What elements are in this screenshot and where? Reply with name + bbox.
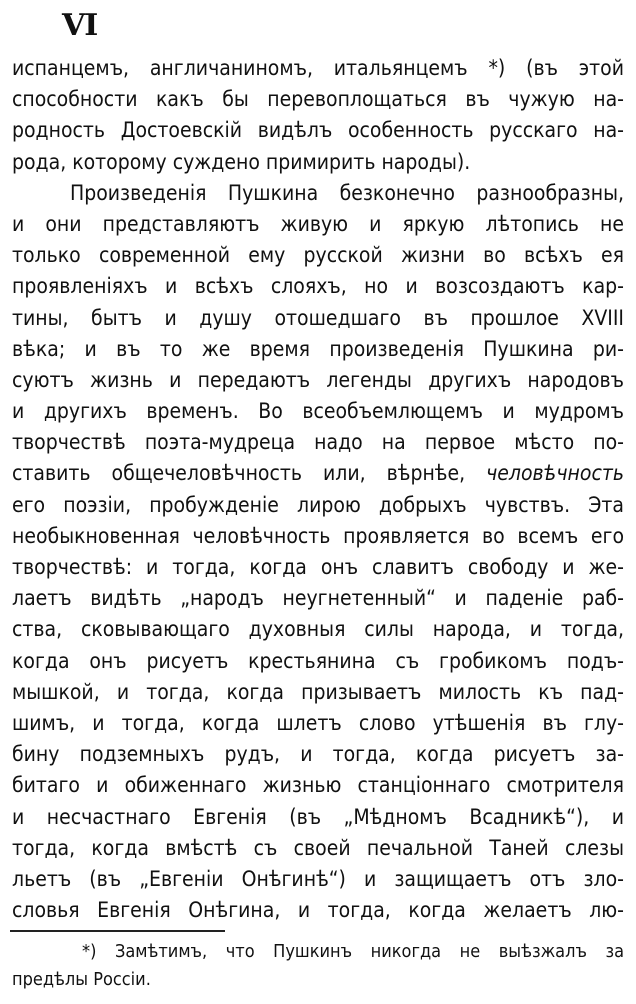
text-line: битаго и обиженнаго жизнью станціоннаго смотрителя: [12, 773, 624, 798]
footnote-divider: [10, 930, 225, 932]
text-line: словья Евгенія Онѣгина, и тогда, когда желаетъ лю-: [12, 898, 624, 923]
text-line: вѣка; и въ то же время произведенія Пушкина ри-: [12, 336, 624, 361]
text-line: бину подземныхъ рудъ, и тогда, когда рисуетъ за-: [12, 742, 624, 767]
paragraph-start-line: Произведенія Пушкина безконечно разнообразны,: [70, 180, 624, 205]
text-line: способности какъ бы перевоплощаться въ чужую на-: [12, 87, 624, 112]
body-text: [12, 53, 624, 926]
page-number: VI: [62, 8, 98, 43]
text-line: и несчастнаго Евгенія (въ „Мѣдномъ Всадникѣ“), и: [12, 804, 624, 829]
emphasized-word: человѣчность: [486, 461, 624, 486]
text-line: суютъ жизнь и передаютъ легенды другихъ народовъ: [12, 367, 624, 392]
text-line: рода, которому суждено примирить народы).: [12, 149, 471, 174]
text-line: ства, сковывающаго духовныя силы народа, и тогда,: [12, 617, 624, 642]
footnote-line: предѣлы Россіи.: [12, 969, 151, 990]
text-line-with-emphasis: [12, 458, 624, 489]
text-line: когда онъ рисуетъ крестьянина съ гробикомъ подъ-: [12, 648, 624, 673]
footnote-line: *) Замѣтимъ, что Пушкинъ никогда не выѣзжалъ за: [82, 941, 624, 962]
text-line: тины, бытъ и душу отошедшаго въ прошлое XVIII: [12, 305, 624, 330]
text-line: его поэзіи, пробужденіе лирою добрыхъ чувствъ. Эта: [12, 492, 624, 517]
text-line: лаетъ видѣть „народъ неугнетенный“ и паденіе раб-: [12, 586, 624, 611]
text-line: тогда, когда вмѣстѣ съ своей печальной Таней слезы: [12, 835, 624, 860]
text-line: творчествѣ: и тогда, когда онъ славитъ свободу и же-: [12, 555, 624, 579]
text-line: творчествѣ поэта-мудреца надо на первое мѣсто по-: [12, 430, 624, 455]
text-line: необыкновенная человѣчность проявляется во всемъ его: [12, 523, 624, 548]
text-line: только современной ему русской жизни во всѣхъ ея: [12, 243, 624, 268]
text-line: и они представляютъ живую и яркую лѣтопись не: [12, 211, 624, 236]
text-line: проявленіяхъ и всѣхъ слояхъ, но и возсоздаютъ кар-: [12, 274, 624, 299]
text-line: и другихъ временъ. Во всеобъемлющемъ и мудромъ: [12, 399, 624, 424]
footnote: [12, 938, 624, 994]
text-line: льетъ (въ „Евгеніи Онѣгинѣ“) и защищаетъ отъ зло-: [12, 866, 624, 891]
text-line: испанцемъ, англичаниномъ, итальянцемъ *) (въ этой: [12, 56, 624, 80]
text-line: мышкой, и тогда, когда призываетъ милость къ пад-: [12, 679, 624, 704]
text-line: шимъ, и тогда, когда шлетъ слово утѣшенія въ глу-: [12, 710, 624, 735]
text-line: родность Достоевскій видѣлъ особенность русскаго на-: [12, 118, 624, 143]
text-segment: ставить общечеловѣчность или, вѣрнѣе,: [12, 461, 466, 486]
